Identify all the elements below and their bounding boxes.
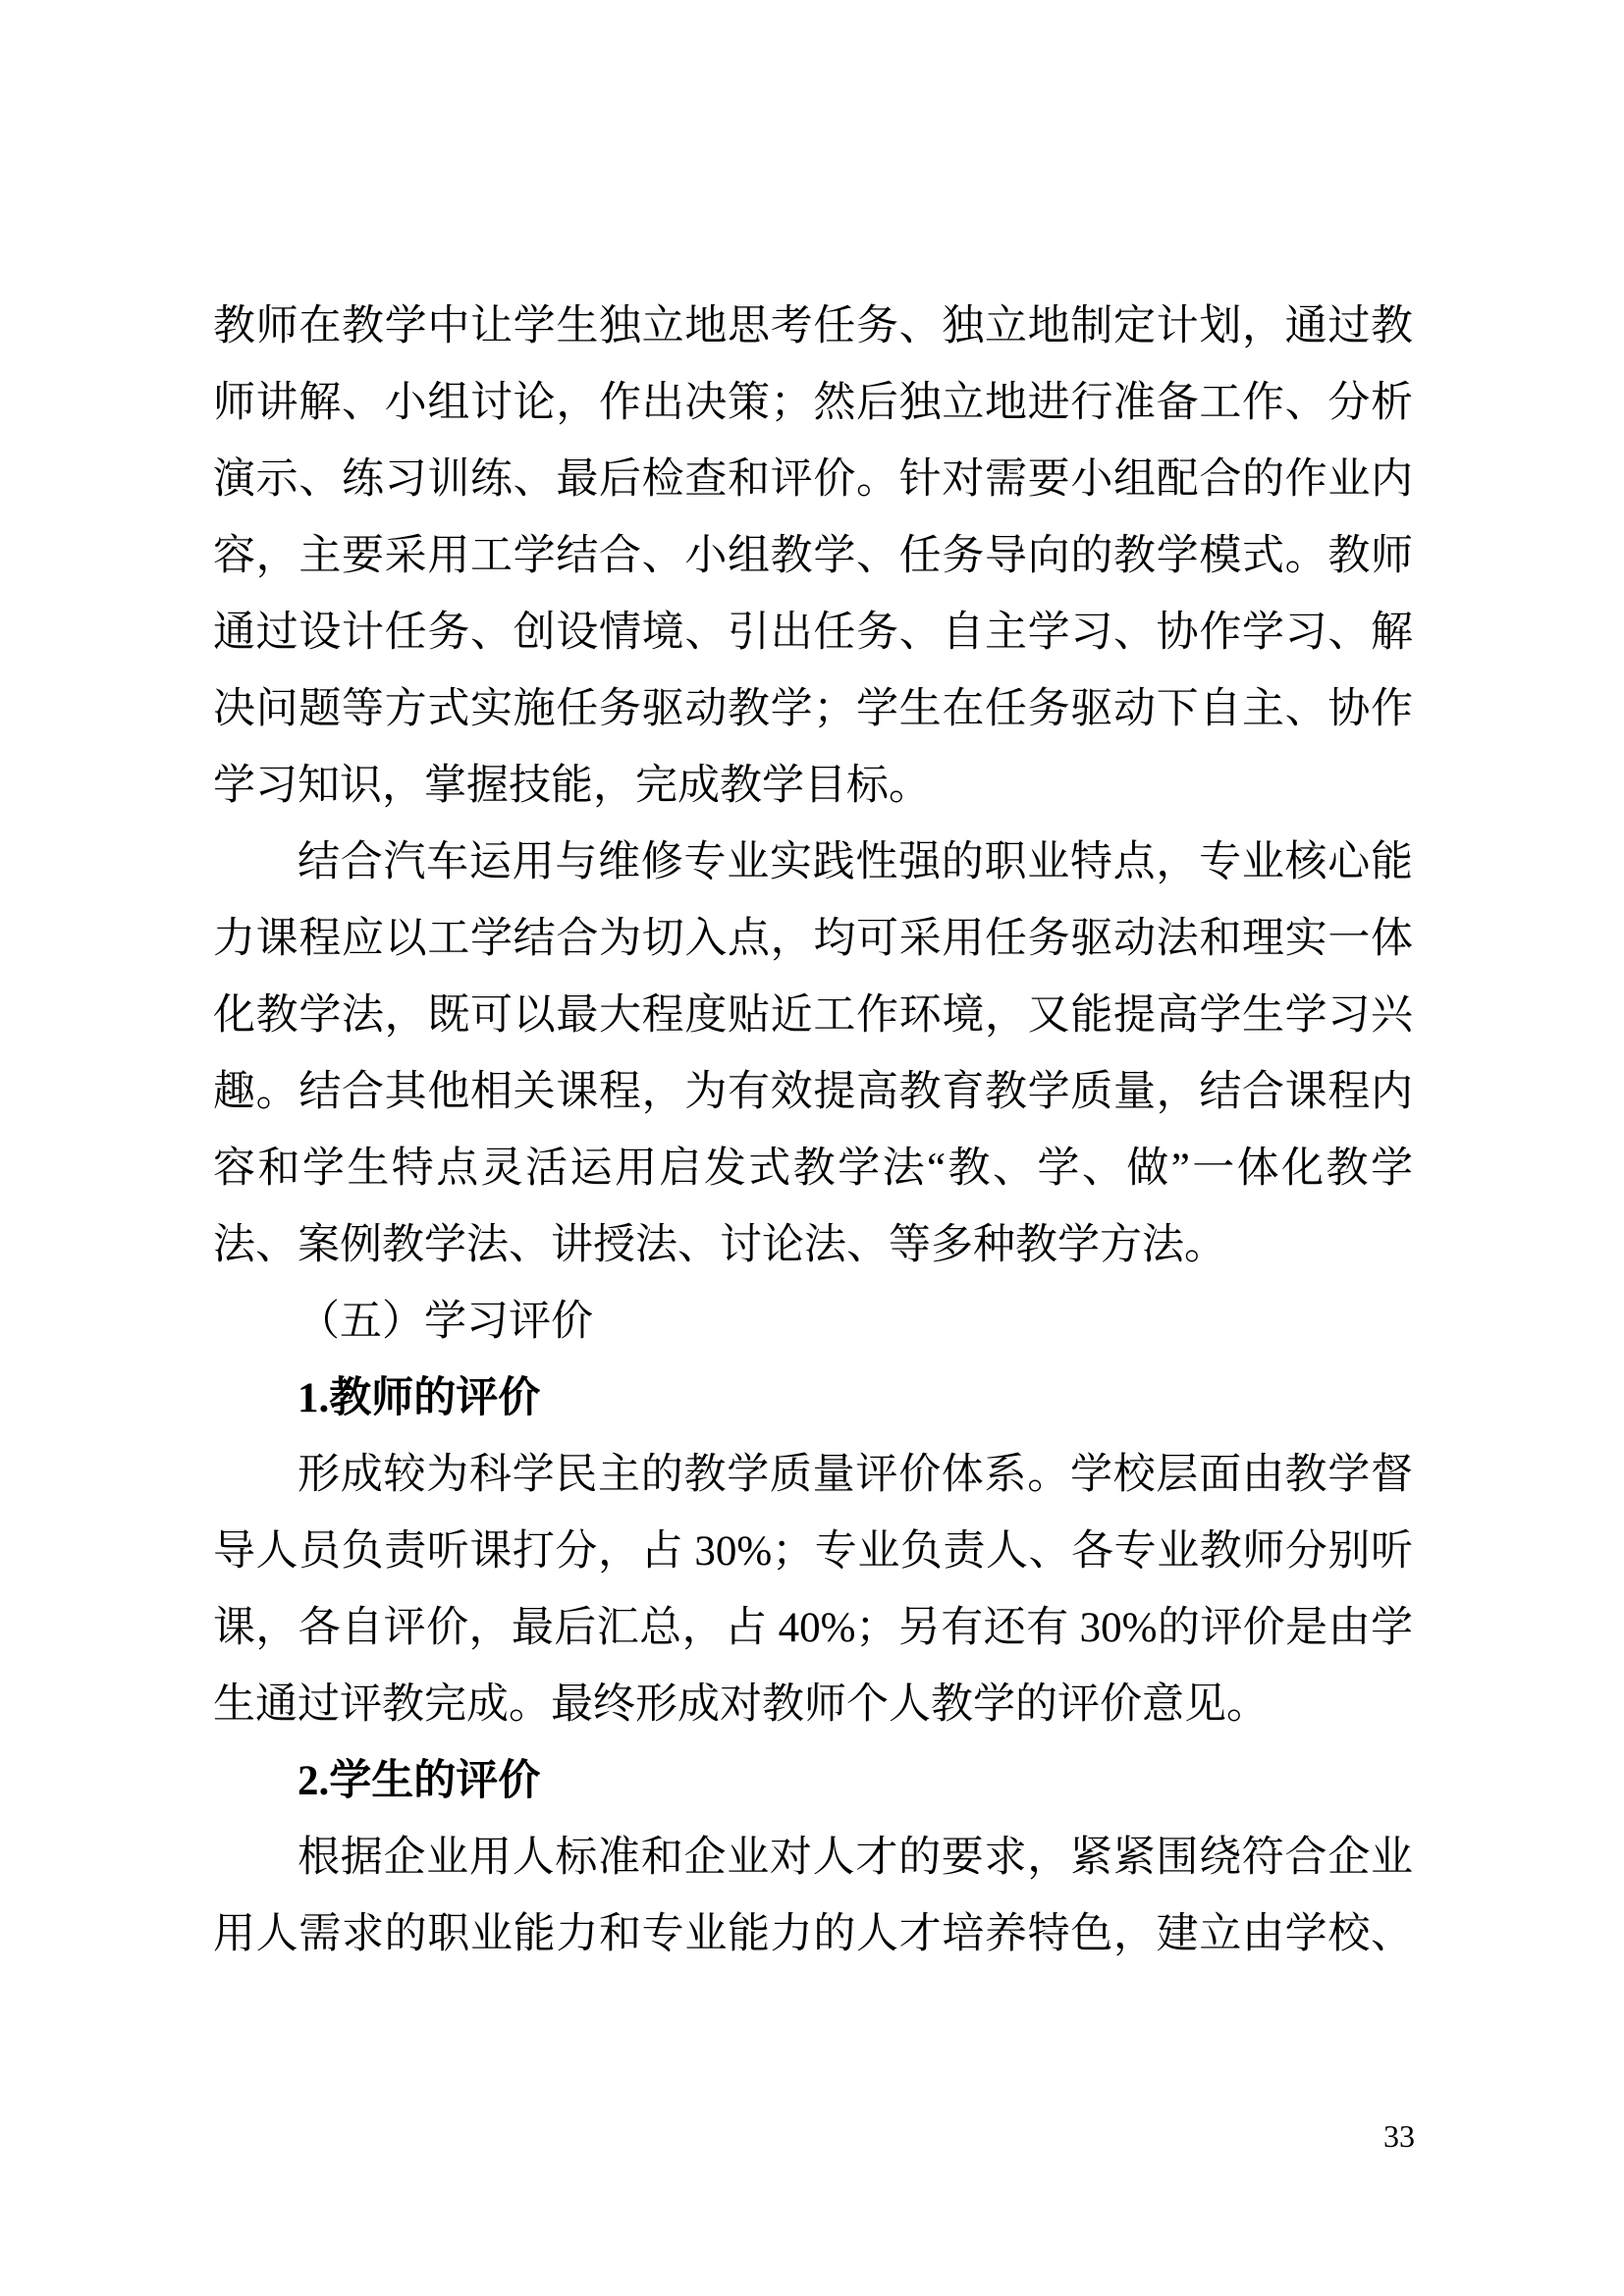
text-line: 形成较为科学民主的教学质量评价体系。学校层面由教学督	[298, 1452, 1413, 1498]
text-line: 通过设计任务、创设情境、引出任务、自主学习、协作学习、解	[213, 610, 1413, 656]
text-line: 演示、练习训练、最后检查和评价。针对需要小组配合的作业内	[213, 456, 1413, 503]
text-line: 师讲解、小组讨论，作出决策；然后独立地进行准备工作、分析	[213, 380, 1413, 426]
text-line: 1.教师的评价	[298, 1375, 541, 1421]
page-number: 33	[1383, 2118, 1415, 2154]
text-line: 决问题等方式实施任务驱动教学；学生在任务驱动下自主、协作	[213, 686, 1413, 732]
text-line: 结合汽车运用与维修专业实践性强的职业特点，专业核心能	[298, 839, 1413, 885]
text-line: 法、案例教学法、讲授法、讨论法、等多种教学方法。	[213, 1222, 1226, 1268]
text-line: 生通过评教完成。最终形成对教师个人教学的评价意见。	[213, 1682, 1269, 1728]
document-body	[213, 289, 1413, 1973]
text-line: 根据企业用人标准和企业对人才的要求，紧紧围绕符合企业	[298, 1835, 1413, 1881]
text-line: （五）学习评价	[298, 1299, 593, 1345]
text-line: 容和学生特点灵活运用启发式教学法“教、学、做”一体化教学	[213, 1146, 1413, 1192]
text-line: 学习知识，掌握技能，完成教学目标。	[213, 763, 931, 809]
text-line: 用人需求的职业能力和专业能力的人才培养特色，建立由学校、	[213, 1911, 1413, 1957]
text-line: 课，各自评价，最后汇总，占 40%；另有还有 30%的评价是由学	[213, 1605, 1413, 1651]
text-line: 导人员负责听课打分，占 30%；专业负责人、各专业教师分别听	[213, 1528, 1413, 1575]
text-line: 力课程应以工学结合为切入点，均可采用任务驱动法和理实一体	[213, 916, 1413, 962]
text-line: 趣。结合其他相关课程，为有效提高教育教学质量，结合课程内	[213, 1069, 1413, 1115]
text-line: 2.学生的评价	[298, 1758, 541, 1804]
text-line: 教师在教学中让学生独立地思考任务、独立地制定计划，通过教	[213, 303, 1413, 349]
text-line: 化教学法，既可以最大程度贴近工作环境，又能提高学生学习兴	[213, 992, 1413, 1039]
text-line: 容，主要采用工学结合、小组教学、任务导向的教学模式。教师	[213, 533, 1413, 579]
